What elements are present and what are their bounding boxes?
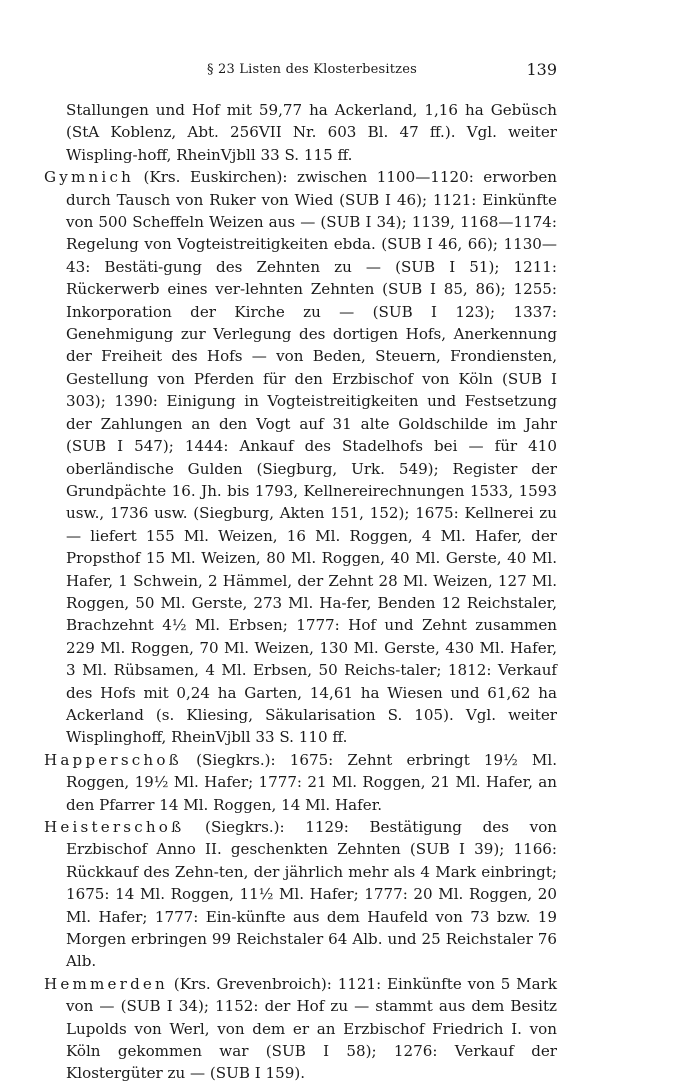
entry-gymnich: [44, 166, 557, 749]
entry-hemmerden: [44, 973, 557, 1085]
entry-text: (Krs. Euskirchen): zwischen 1100—1120: erworben durch Tausch von Ruker von Wied (SUB I 46); 1121: Einkünfte von 500 Scheffeln Weizen aus — (SUB I 34); 1139, 1168—1174: Regelung von Vogteistreitigkeiten ebda. (SUB I 46, 66); 1130—43: Bestäti-gung des Zehnten zu — (SUB I 51); 1211: Rückerwerb eines ver-lehnten Zehnten (SUB I 85, 86); 1255: Inkorporation der Kirche zu — (SUB I 123); 1337: Genehmigung zur Verlegung des dortigen Hofs, Anerkennung der Freiheit des Hofs — von Beden, Steuern, Frondiensten, Gestellung von Pferden für den Erzbischof von Köln (SUB I 303); 1390: Einigung in Vogteistreitigkeiten und Festsetzung der Zahlungen an den Vogt auf 31 alte Goldschilde im Jahr (SUB I 547); 1444: Ankauf des Stadelhofs bei — für 410 oberländische Gulden (Siegburg, Urk. 549); Register der Grundpächte 16. Jh. bis 1793, Kellnereirechnungen 1533, 1593 usw., 1736 usw. (Siegburg, Akten 151, 152); 1675: Kellnerei zu — liefert 155 Ml. Weizen, 16 Ml. Roggen, 4 Ml. Hafer, der Propsthof 15 Ml. Weizen, 80 Ml. Roggen, 40 Ml. Gerste, 40 Ml. Hafer, 1 Schwein, 2 Hämmel, der Zehnt 28 Ml. Weizen, 127 Ml. Roggen, 50 Ml. Gerste, 273 Ml. Ha-fer, Benden 12 Reichstaler, Brachzehnt 4½ Ml. Erbsen; 1777: Hof und Zehnt zusammen 229 Ml. Roggen, 70 Ml. Weizen, 130 Ml. Gerste, 430 Ml. Hafer, 3 Ml. Rübsamen, 4 Ml. Erbsen, 50 Reichs-taler; 1812: Verkauf des Hofs mit 0,24 ha Garten, 14,61 ha Wiesen und 61,62 ha Ackerland (s. Kliesing, Säkularisation S. 105). Vgl. weiter Wisplinghoff, RheinVjbll 33 S. 110 ff.: [66, 168, 557, 747]
entry-text: (Siegkrs.): 1129: Bestätigung des von Erzbischof Anno II. geschenkten Zehnten (SUB I 39); 1166: Rückkauf des Zehn-ten, der jährlich mehr als 4 Mark einbringt; 1675: 14 Ml. Roggen, 11½ Ml. Hafer; 1777: 20 Ml. Roggen, 20 Ml. Hafer; 1777: Ein-künfte aus dem Haufeld von 73 bzw. 19 Morgen erbringen 99 Reichstaler 64 Alb. und 25 Reichstaler 76 Alb.: [66, 818, 557, 971]
entry-heisterschoss: [44, 816, 557, 973]
running-title: § 23 Listen des Klosterbesitzes: [207, 62, 417, 77]
entry-lemma: Gymnich: [44, 168, 135, 187]
page-number: 139: [526, 60, 557, 79]
entry-lemma: Heisterschoß: [44, 818, 185, 836]
entry-happerschoss: [44, 749, 557, 816]
page-body: [44, 99, 557, 1085]
entry-text: (Krs. Grevenbroich): 1121: Einkünfte von 5 Mark von — (SUB I 34); 1152: der Hof zu — stammt aus dem Besitz Lupolds von Werl, von dem er an Erzbischof Friedrich I. von Köln gekommen war (SUB I 58); 1276: Verkauf der Klostergüter zu — (SUB I 159).: [66, 974, 557, 1083]
entry-lemma: Happerschoß: [44, 750, 182, 769]
entry-lemma: Hemmerden: [44, 974, 168, 993]
running-head: [67, 62, 557, 88]
entry-text: (Siegkrs.): 1675: Zehnt erbringt 19½ Ml. Roggen, 19½ Ml. Hafer; 1777: 21 Ml. Roggen, 21 Ml. Hafer, an den Pfarrer 14 Ml. Roggen, 14 Ml. Hafer.: [66, 750, 557, 814]
continuation-paragraph: Stallungen und Hof mit 59,77 ha Ackerland, 1,16 ha Gebüsch (StA Koblenz, Abt. 256VII Nr. 603 Bl. 47 ff.). Vgl. weiter Wispling-hoff, RheinVjbll 33 S. 115 ff.: [66, 101, 557, 164]
